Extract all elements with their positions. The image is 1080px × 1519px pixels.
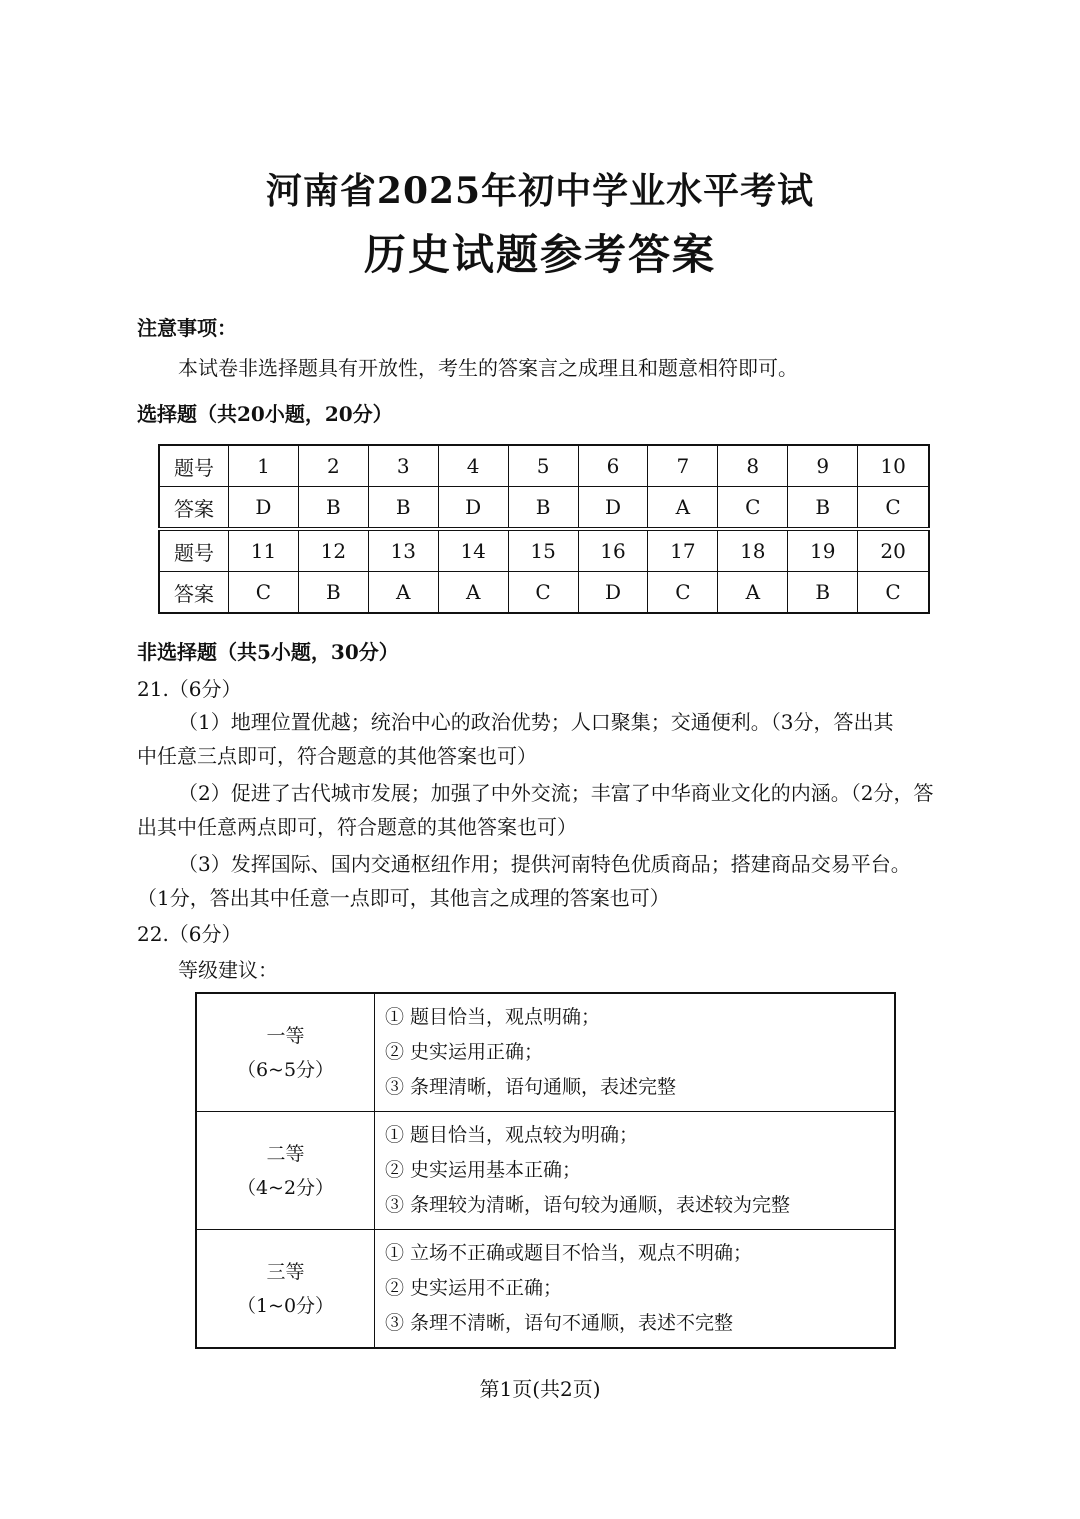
grade-level: 二等 [266, 1142, 305, 1165]
grade-level: 一等 [266, 1024, 305, 1047]
criterion: ① 立场不正确或题目不恰当，观点不明确； [385, 1242, 753, 1264]
answer-cell: A [368, 572, 438, 614]
page-number: 第1页(共2页) [479, 1377, 601, 1401]
question-number: 19 [788, 529, 858, 572]
q21-part1-line2: 中任意三点即可，符合题意的其他答案也可） [137, 744, 537, 768]
question-number: 11 [229, 529, 299, 572]
grade-score: （6~5分） [236, 1058, 335, 1081]
grade-level: 三等 [266, 1260, 305, 1283]
answer-cell: B [788, 572, 858, 614]
notice-text: 本试卷非选择题具有开放性，考生的答案言之成理且和题意相符即可。 [178, 356, 798, 380]
question-number: 8 [718, 445, 788, 487]
q21-part2-line2: 出其中任意两点即可，符合题意的其他答案也可） [137, 815, 577, 839]
question-21-label: 21.（6分） [137, 677, 242, 701]
grade-criteria-cell [375, 1230, 896, 1349]
answer-cell: C [648, 572, 718, 614]
exam-title: 河南省2025年初中学业水平考试 [265, 170, 815, 212]
question-number: 12 [298, 529, 368, 572]
criterion: ② 史实运用不正确； [385, 1277, 563, 1299]
question-number: 20 [858, 529, 929, 572]
grade-table [195, 992, 896, 1349]
criterion: ② 史实运用正确； [385, 1041, 544, 1063]
table-row [159, 572, 929, 614]
notice-heading: 注意事项： [137, 316, 237, 340]
nonchoice-heading: 非选择题（共5小题，30分） [137, 640, 399, 664]
answer-cell: B [368, 487, 438, 530]
table-row [196, 1230, 895, 1349]
grade-level-cell [196, 1112, 375, 1230]
q21-part2-line1: （2）促进了古代城市发展；加强了中外交流；丰富了中华商业文化的内涵。（2分，答 [178, 781, 934, 805]
question-number: 10 [858, 445, 929, 487]
q21-part1-line1: （1）地理位置优越；统治中心的政治优势；人口聚集；交通便利。（3分，答出其 [178, 710, 894, 734]
answer-cell: B [508, 487, 578, 530]
answer-cell: C [718, 487, 788, 530]
question-number: 3 [368, 445, 438, 487]
table-row [196, 1112, 895, 1230]
question-number: 9 [788, 445, 858, 487]
question-number: 5 [508, 445, 578, 487]
grade-score: （1~0分） [236, 1294, 335, 1317]
table-row [159, 487, 929, 530]
criterion: ③ 条理清晰，语句通顺，表述完整 [385, 1076, 677, 1098]
question-number: 18 [718, 529, 788, 572]
answer-row-label: 答案 [159, 572, 229, 614]
number-row-label: 题号 [159, 445, 229, 487]
answer-cell: D [578, 487, 648, 530]
q21-part3-line2: （1分，答出其中任意一点即可，其他言之成理的答案也可） [137, 886, 670, 910]
answer-cell: C [858, 572, 929, 614]
choice-answer-table [158, 444, 930, 614]
criterion: ③ 条理不清晰，语句不通顺，表述不完整 [385, 1312, 734, 1334]
grade-criteria-cell [375, 1112, 896, 1230]
answer-row-label: 答案 [159, 487, 229, 530]
answer-cell: D [229, 487, 299, 530]
criterion: ② 史实运用基本正确； [385, 1159, 582, 1181]
answer-cell: A [438, 572, 508, 614]
answer-cell: D [438, 487, 508, 530]
grade-level-cell [196, 1230, 375, 1349]
grade-score: （4~2分） [236, 1176, 335, 1199]
question-number: 4 [438, 445, 508, 487]
criterion: ① 题目恰当，观点明确； [385, 1006, 601, 1028]
question-number: 16 [578, 529, 648, 572]
answer-cell: B [298, 487, 368, 530]
grade-criteria-cell [375, 993, 896, 1112]
question-number: 17 [648, 529, 718, 572]
question-number: 13 [368, 529, 438, 572]
answer-cell: A [648, 487, 718, 530]
answer-cell: A [718, 572, 788, 614]
question-22-label: 22.（6分） [137, 922, 242, 946]
criterion: ③ 条理较为清晰，语句较为通顺，表述较为完整 [385, 1194, 791, 1216]
answer-cell: C [229, 572, 299, 614]
grade-level-cell [196, 993, 375, 1112]
table-row [196, 993, 895, 1112]
criterion: ① 题目恰当，观点较为明确； [385, 1124, 639, 1146]
choice-heading: 选择题（共20小题，20分） [137, 402, 393, 426]
table-row [159, 445, 929, 487]
answer-cell: B [298, 572, 368, 614]
table-row [159, 529, 929, 572]
question-number: 1 [229, 445, 299, 487]
question-number: 15 [508, 529, 578, 572]
question-number: 14 [438, 529, 508, 572]
question-number: 7 [648, 445, 718, 487]
grade-heading: 等级建议： [178, 958, 278, 982]
question-number: 2 [298, 445, 368, 487]
question-number: 6 [578, 445, 648, 487]
answer-cell: C [508, 572, 578, 614]
answer-cell: B [788, 487, 858, 530]
q21-part3-line1: （3）发挥国际、国内交通枢纽作用；提供河南特色优质商品；搭建商品交易平台。 [178, 852, 911, 876]
answer-cell: D [578, 572, 648, 614]
number-row-label: 题号 [159, 529, 229, 572]
exam-subtitle: 历史试题参考答案 [363, 230, 716, 279]
answer-cell: C [858, 487, 929, 530]
